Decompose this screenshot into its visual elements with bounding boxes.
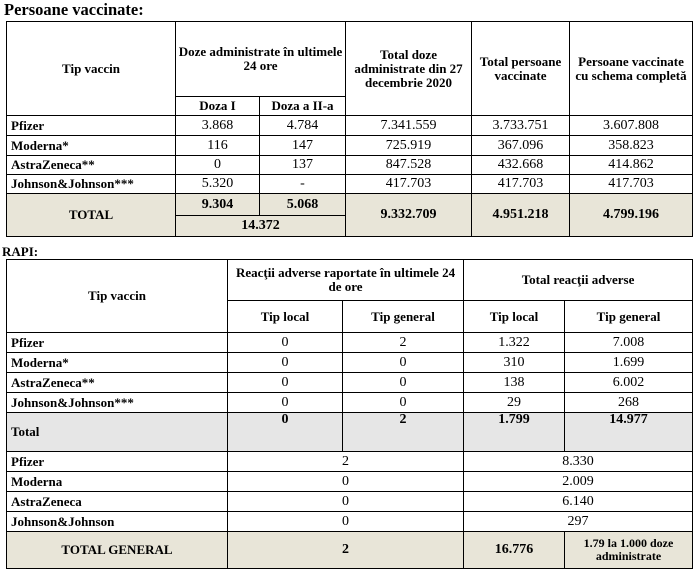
total-persoane-value: 367.096	[472, 136, 570, 156]
total-schema-sum: 4.799.196	[570, 194, 693, 237]
summary-24h-value: 0	[228, 472, 464, 492]
vaccine-name: AstraZeneca**	[7, 156, 176, 175]
local-total-value: 138	[464, 373, 565, 393]
table-row	[7, 393, 693, 413]
heading-vaccinated: Persoane vaccinate:	[4, 0, 144, 19]
general-total-value: 6.002	[565, 373, 693, 393]
general-total-value: 268	[565, 393, 693, 413]
rapi-total-general-total: 14.977	[565, 413, 693, 452]
schema-completa-value: 417.703	[570, 175, 693, 194]
total-doze-value: 725.919	[346, 136, 472, 156]
doza-2-value: 147	[260, 136, 346, 156]
header-tip-vaccin: Tip vaccin	[7, 22, 176, 116]
summary-total-value: 297	[464, 512, 693, 532]
doza-2-value: 4.784	[260, 116, 346, 136]
general-24h-value: 0	[343, 393, 464, 413]
summary-24h-value: 0	[228, 512, 464, 532]
subheader-tip-general-24h: Tip general	[343, 301, 464, 333]
total-doza-2: 5.068	[260, 194, 346, 216]
general-24h-value: 0	[343, 353, 464, 373]
table-row	[7, 512, 693, 532]
header-total-doze: Total doze administrate din 27 decembrie 2020	[346, 22, 472, 116]
total-label: TOTAL	[7, 194, 176, 237]
grand-total-rate-note: 1.79 la 1.000 doze administrate	[565, 532, 693, 569]
rapi-total-local-total: 1.799	[464, 413, 565, 452]
grand-total-value: 16.776	[464, 532, 565, 569]
subheader-tip-local-24h: Tip local	[228, 301, 343, 333]
local-total-value: 29	[464, 393, 565, 413]
local-total-value: 1.322	[464, 333, 565, 353]
subheader-doza-2: Doza a II-a	[260, 97, 346, 116]
summary-total-value: 6.140	[464, 492, 693, 512]
table-row	[7, 333, 693, 353]
summary-total-value: 8.330	[464, 452, 693, 472]
schema-completa-value: 414.862	[570, 156, 693, 175]
header-schema-completa: Persoane vaccinate cu schema completă	[570, 22, 693, 116]
vaccine-name: Moderna*	[7, 136, 176, 156]
local-24h-value: 0	[228, 393, 343, 413]
total-doze-value: 7.341.559	[346, 116, 472, 136]
rapi-total-general-24h: 2	[343, 413, 464, 452]
local-total-value: 310	[464, 353, 565, 373]
rapi-total-local-24h: 0	[228, 413, 343, 452]
total-row	[7, 413, 693, 452]
subheader-tip-general-total: Tip general	[565, 301, 693, 333]
table-row	[7, 373, 693, 393]
general-24h-value: 2	[343, 333, 464, 353]
local-24h-value: 0	[228, 353, 343, 373]
heading-rapi: RAPI:	[2, 244, 39, 259]
table-row	[7, 156, 693, 175]
header-doze-24h: Doze administrate în ultimele 24 ore	[176, 22, 346, 97]
schema-completa-value: 358.823	[570, 136, 693, 156]
vaccine-name: Pfizer	[7, 116, 176, 136]
vaccine-name: Johnson&Johnson	[7, 512, 228, 532]
total-doze-24h-sum: 14.372	[176, 216, 346, 237]
summary-24h-value: 2	[228, 452, 464, 472]
total-persoane-value: 417.703	[472, 175, 570, 194]
vaccine-name: Moderna*	[7, 353, 228, 373]
vaccine-name: Pfizer	[7, 333, 228, 353]
rapi-total-label: Total	[7, 413, 228, 452]
vaccine-name: AstraZeneca	[7, 492, 228, 512]
table-row	[7, 472, 693, 492]
total-row	[7, 194, 693, 216]
total-persoane-value: 432.668	[472, 156, 570, 175]
total-persoane-value: 3.733.751	[472, 116, 570, 136]
header-tip-vaccin-rapi: Tip vaccin	[7, 260, 228, 333]
vaccine-name: Johnson&Johnson***	[7, 175, 176, 194]
table-row	[7, 175, 693, 194]
grand-total-24h: 2	[228, 532, 464, 569]
vaccine-name: Pfizer	[7, 452, 228, 472]
doza-1-value: 0	[176, 156, 260, 175]
total-doze-value: 417.703	[346, 175, 472, 194]
total-doza-1: 9.304	[176, 194, 260, 216]
total-doze-sum: 9.332.709	[346, 194, 472, 237]
general-total-value: 7.008	[565, 333, 693, 353]
table-row	[7, 452, 693, 472]
total-persoane-sum: 4.951.218	[472, 194, 570, 237]
header-total-persoane: Total persoane vaccinate	[472, 22, 570, 116]
summary-24h-value: 0	[228, 492, 464, 512]
header-total-reactii: Total reacţii adverse	[464, 260, 693, 301]
table-row	[7, 136, 693, 156]
rapi-table	[6, 259, 693, 569]
grand-total-label: TOTAL GENERAL	[7, 532, 228, 569]
doza-1-value: 5.320	[176, 175, 260, 194]
summary-total-value: 2.009	[464, 472, 693, 492]
table-row	[7, 492, 693, 512]
local-24h-value: 0	[228, 373, 343, 393]
local-24h-value: 0	[228, 333, 343, 353]
doza-1-value: 116	[176, 136, 260, 156]
vaccine-name: AstraZeneca**	[7, 373, 228, 393]
subheader-doza-1: Doza I	[176, 97, 260, 116]
table-row	[7, 353, 693, 373]
doza-1-value: 3.868	[176, 116, 260, 136]
total-doze-value: 847.528	[346, 156, 472, 175]
header-reactii-24h: Reacţii adverse raportate în ultimele 24 de ore	[228, 260, 464, 301]
general-24h-value: 0	[343, 373, 464, 393]
vaccine-name: Moderna	[7, 472, 228, 492]
doza-2-value: -	[260, 175, 346, 194]
vaccine-name: Johnson&Johnson***	[7, 393, 228, 413]
schema-completa-value: 3.607.808	[570, 116, 693, 136]
subheader-tip-local-total: Tip local	[464, 301, 565, 333]
table-row	[7, 116, 693, 136]
general-total-value: 1.699	[565, 353, 693, 373]
vaccinated-table	[6, 21, 693, 237]
grand-total-row	[7, 532, 693, 569]
doza-2-value: 137	[260, 156, 346, 175]
